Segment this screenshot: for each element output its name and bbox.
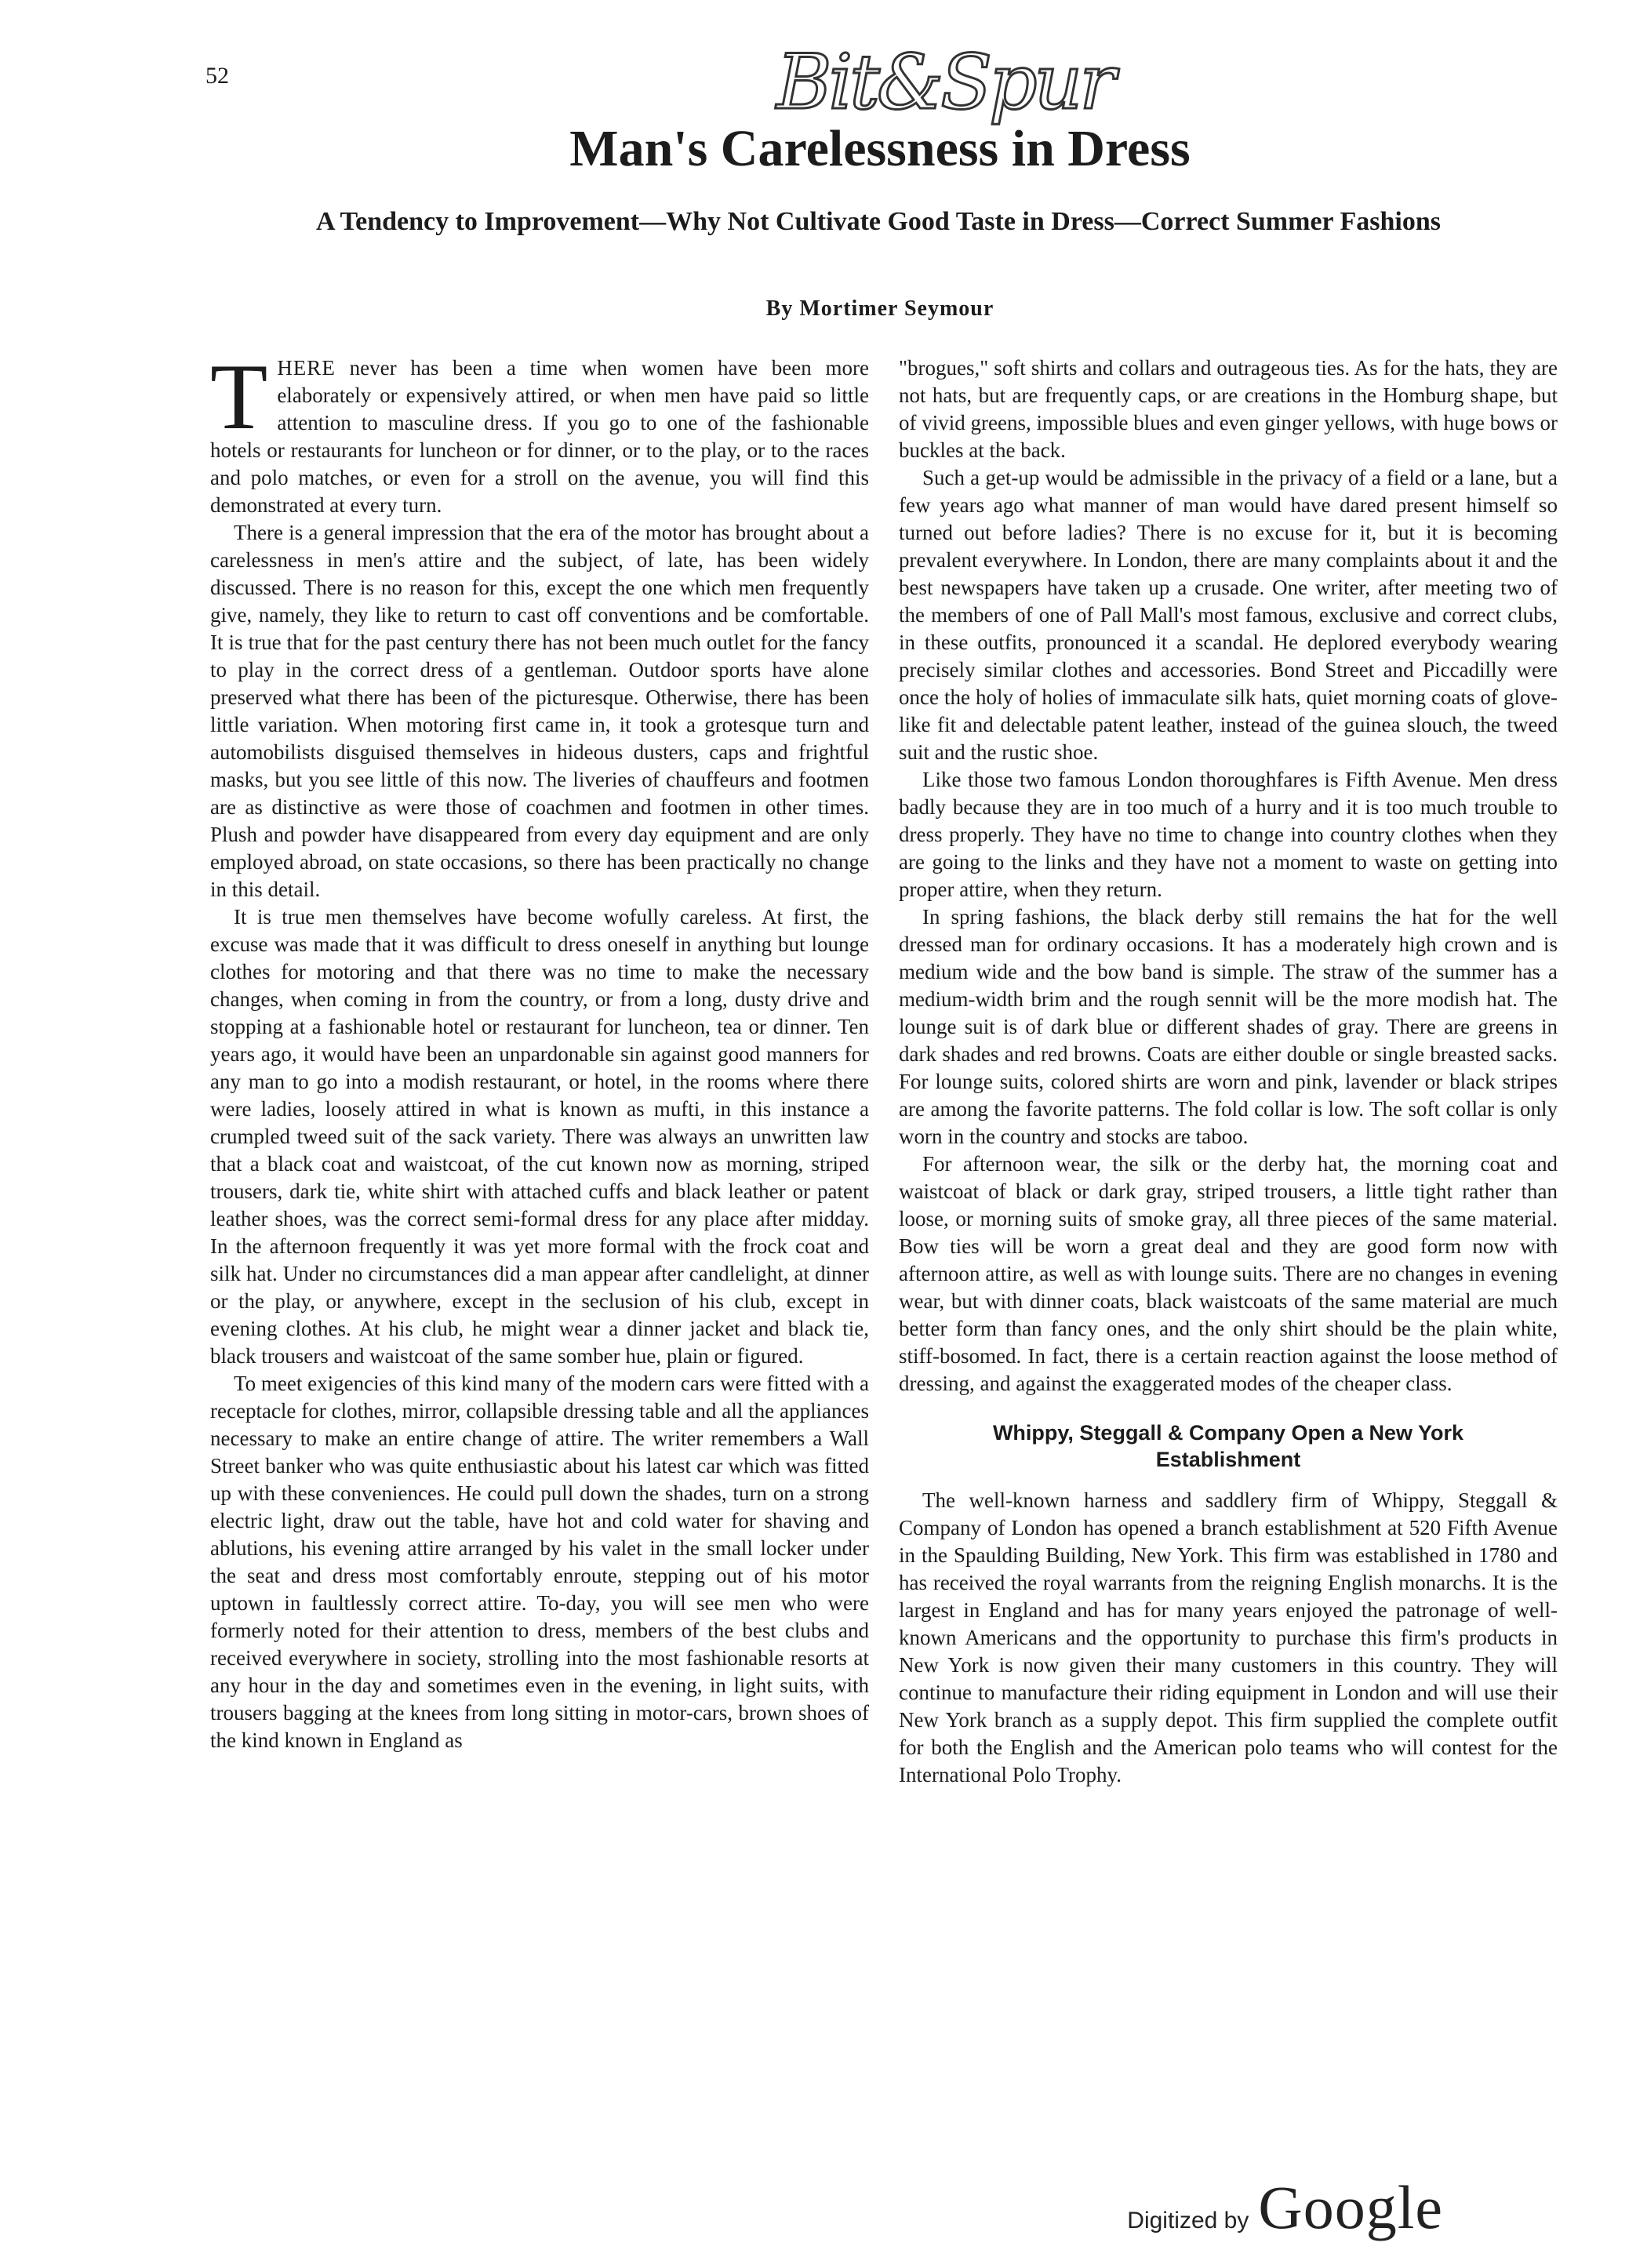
article-paragraph-2: There is a general impression that the era of the motor has brought about a carelessness in men's attire and the subject, of late, has been widely discussed. There is no reason for this, except the one which men frequently give, namely, they like to return to cast off conventions and be comfortable. It is true that for the past century there has not been much outlet for the fancy to play in the correct dress of a gentleman. Outdoor sports have alone preserved what there has been of the picturesque. Otherwise, there has been little variation. When motoring first came in, it took a grotesque turn and automobilists disguised themselves in hideous dusters, caps and frightful masks, but you see little of this now. The liveries of chauffeurs and footmen are as distinctive as were those of coachmen and footmen in other times. Plush and powder have disappeared from every day equipment and are only employed abroad, on state occasions, so there has been practically no change in this detail.: [210, 521, 869, 901]
page-number: 52: [205, 63, 229, 89]
column-left: [210, 344, 869, 1754]
lead-word: HERE: [277, 356, 336, 380]
article-title: Man's Carelessness in Dress: [569, 120, 1191, 177]
article-paragraph-8: For afternoon wear, the silk or the derby hat, the morning coat and waistcoat of black or dark gray, striped trousers, a little tight rather than loose, or morning suits of smoke gray, all three pieces of the same material. Bow ties will be worn a great deal and they are good form now with afternoon attire, as well as with lounge suits. There are no changes in evening wear, but with dinner coats, black waistcoats of the same material are much better form than fancy ones, and the only shirt should be the plain white, stiff-bosomed. In fact, there is a certain reaction against the loose method of dressing, and against the exaggerated modes of the cheaper class.: [899, 1152, 1558, 1395]
drop-cap: T: [210, 344, 268, 449]
article-paragraph-4: To meet exigencies of this kind many of the modern cars were fitted with a receptacle for clothes, mirror, collapsible dressing table and all the appliances necessary to make an entire change of attire. The writer remembers a Wall Street banker who was quite enthusiastic about his latest car which was fitted up with these conveniences. He could pull down the shades, turn on a strong electric light, draw out the table, have hot and cold water for shaving and ablutions, his evening attire arranged by his valet in the small locker under the seat and dress most comfortably enroute, stepping out of his motor uptown in faultlessly correct attire. To-day, you will see men who were formerly noted for their attention to dress, members of the best clubs and received everywhere in society, strolling into the most fashionable resorts at any hour in the day and sometimes even in the evening, in light suits, with trousers bagging at the knees from long sitting in motor-cars, brown shoes of the kind known in England as: [210, 1372, 869, 1752]
article-paragraph-4-continued: "brogues," soft shirts and collars and outrageous ties. As for the hats, they are not hats, but are frequently caps, or are creations in the Homburg shape, but of vivid greens, impossible blues and even ginger yellows, with huge bows or buckles at the back.: [899, 356, 1558, 462]
masthead-logo: Bit&Spur: [776, 38, 1113, 126]
article-paragraph-7: In spring fashions, the black derby still remains the hat for the well dressed man for ordinary occasions. It has a moderately high crown and is medium wide and the bow band is simple. The straw of the summer has a medium-width brim and the rough sennit will be the more modish hat. The lounge suit is of dark blue or different shades of gray. There are greens in dark shades and red browns. Coats are either double or single breasted sacks. For lounge suits, colored shirts are worn and pink, lavender or black stripes are among the favorite patterns. The fold collar is low. The soft collar is only worn in the country and stocks are taboo.: [899, 905, 1558, 1148]
sidebar-article-body: The well-known harness and saddlery firm of Whippy, Steggall & Company of London has opened a branch establishment at 520 Fifth Avenue in the Spaulding Building, New York. This firm was established in 1780 and has received the royal warrants from the reigning English monarchs. It is the largest in England and has for many years enjoyed the patronage of well-known Americans and the opportunity to purchase this firm's products in New York is now given their many customers in this country. They will continue to manufacture their riding equipment in London and will use their New York branch as a supply depot. This firm supplied the complete outfit for both the English and the American polo teams who will contest for the International Polo Trophy.: [899, 1488, 1558, 1786]
google-logo: Google: [1258, 2173, 1443, 2241]
article-paragraph-3: It is true men themselves have become wofully careless. At first, the excuse was made that it was difficult to dress oneself in anything but lounge clothes for motoring and that there was no time to make the necessary changes, when coming in from the country, or from a long, dusty drive and stopping at a fashionable hotel or restaurant for luncheon, tea or dinner. Ten years ago, it would have been an unpardonable sin against good manners for any man to go into a modish restaurant, or hotel, in the rooms where there were ladies, loosely attired in what is known as mufti, in this instance a crumpled tweed suit of the sack variety. There was always an unwritten law that a black coat and waistcoat, of the cut known now as morning, striped trousers, dark tie, white shirt with attached cuffs and black leather or patent leather shoes, was the correct semi-formal dress for any place after midday. In the afternoon frequently it was yet more formal with the frock coat and silk hat. Under no circumstances did a man appear after candlelight, at dinner or the play, or anywhere, except in the seclusion of his club, except in evening clothes. At his club, he might wear a dinner jacket and black tie, black trousers and waistcoat of the same somber hue, plain or figured.: [210, 905, 869, 1368]
column-right: [899, 354, 1558, 1789]
digitized-by-label: Digitized by: [1127, 2208, 1249, 2233]
article-paragraph-5: Such a get-up would be admissible in the privacy of a field or a lane, but a few years ago what manner of man would have dared present himself so turned out before ladies? There is no excuse for it, but it is becoming prevalent everywhere. In London, there are many complaints about it and the best newspapers have taken up a crusade. One writer, after meeting two of the members of one of Pall Mall's most famous, exclusive and correct clubs, in these outfits, pronounced it a scandal. He deplored everybody wearing precisely similar clothes and accessories. Bond Street and Piccadilly were once the holy of holies of immaculate silk hats, quiet morning coats of glove-like fit and delectable patent leather, instead of the guinea slouch, the tweed suit and the rustic shoe.: [899, 466, 1558, 764]
digitized-by-google: [1127, 2172, 1443, 2243]
article-paragraph-1: [210, 344, 869, 519]
article-subtitle: A Tendency to Improvement—Why Not Cultivate Good Taste in Dress—Correct Summer Fashions: [315, 207, 1442, 236]
article-paragraph-6: Like those two famous London thoroughfares is Fifth Avenue. Men dress badly because they are in too much of a hurry and it is too much trouble to dress properly. They have no time to change into country clothes when they are going to the links and they have not a moment to waste on getting into proper attire, when they return.: [899, 768, 1558, 901]
byline: By Mortimer Seymour: [765, 296, 994, 321]
lead-text: never has been a time when women have been more elaborately or expensively attired, or when men have paid so little attention to masculine dress. If you go to one of the fashionable hotels or restaurants for luncheon or for dinner, or to the play, or to the races and polo matches, or even for a stroll on the avenue, you will find this demonstrated at every turn.: [210, 356, 869, 517]
sidebar-article-heading: Whippy, Steggall & Company Open a New York Establishment: [992, 1421, 1464, 1471]
